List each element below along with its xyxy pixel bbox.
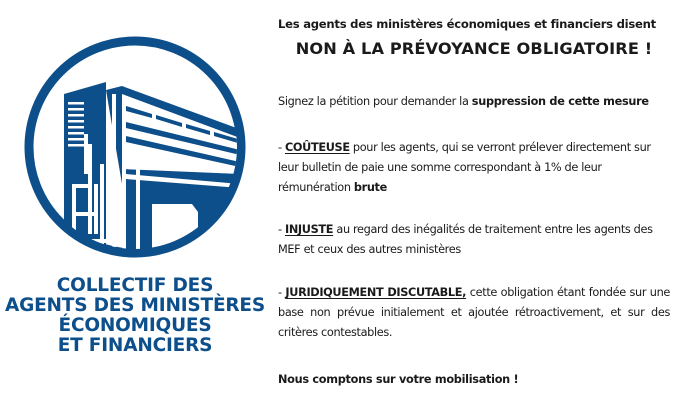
argument-text: cette obligation étant fondée sur une base non prévue initialement et ajoutée rétroactivement, et sur des critères contestables. (278, 286, 671, 339)
collectif-title (0, 276, 270, 356)
collectif-line: ET FINANCIERS (57, 335, 213, 356)
argument-text: au regard des inégalités de traitement entre les agents des MEF et ceux des autres ministères (278, 223, 653, 256)
collectif-line: ÉCONOMIQUES (58, 315, 212, 336)
collectif-branding (0, 0, 270, 409)
argument-unfair (278, 220, 670, 260)
bullet-dash: - (278, 141, 285, 154)
bullet-dash: - (278, 286, 286, 299)
collectif-line: AGENTS DES MINISTÈRES (4, 295, 265, 316)
petition-text (278, 0, 670, 409)
building-in-circle-icon (22, 34, 248, 260)
petition-bold: suppression de cette mesure (471, 95, 649, 108)
petition-call (278, 95, 649, 108)
argument-keyword: COÛTEUSE (284, 141, 350, 154)
closing-text: Nous comptons sur votre mobilisation ! (278, 373, 519, 386)
argument-keyword: INJUSTE (284, 223, 334, 236)
argument-text: pour les agents, qui se verront prélever directement sur leur bulletin de paie une somme correspondant à 1% de leur rémunération (278, 141, 651, 194)
headline: NON À LA PRÉVOYANCE OBLIGATOIRE ! (295, 39, 653, 58)
argument-bold-tail: brute (353, 181, 387, 194)
argument-legally-questionable (278, 283, 670, 343)
intro-text: Les agents des ministères économiques et financiers disent (278, 17, 656, 31)
petition-text: Signez la pétition pour demander la (278, 95, 472, 108)
argument-keyword: JURIDIQUEMENT DISCUTABLE, (285, 286, 467, 299)
argument-costly (278, 138, 670, 198)
bullet-dash: - (278, 223, 285, 236)
collectif-line: COLLECTIF DES (56, 275, 214, 296)
